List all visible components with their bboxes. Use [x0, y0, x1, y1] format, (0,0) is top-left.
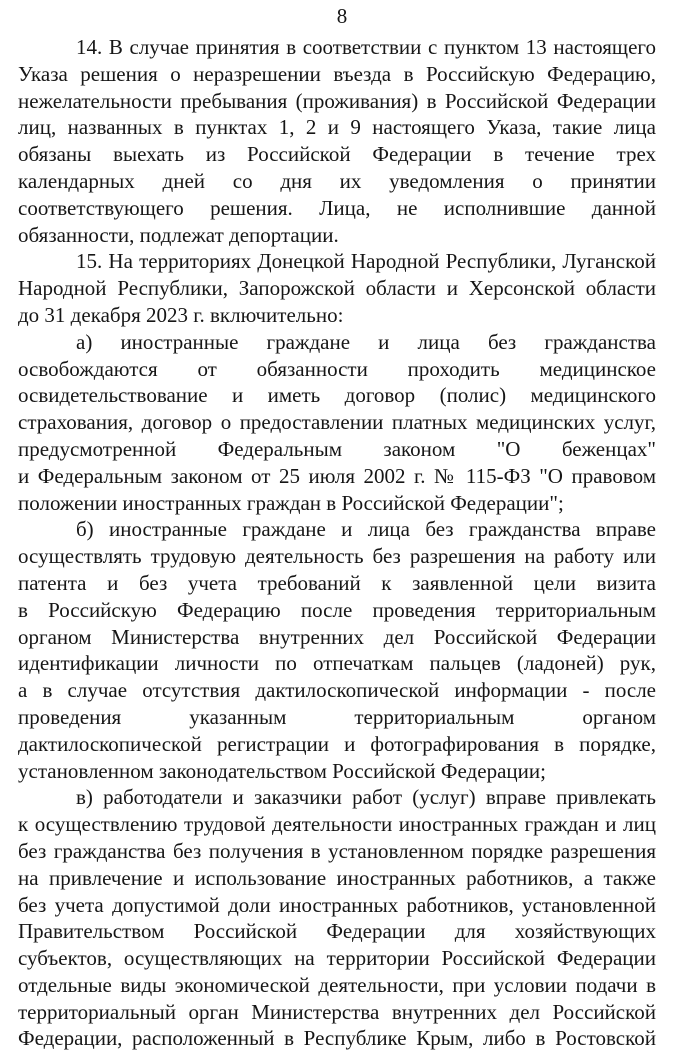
paragraph	[18, 329, 656, 517]
text-line: патента и без учета требований к заявленной цели визита	[18, 570, 656, 595]
text-line: на привлечение и использование иностранных работников, а также	[18, 865, 656, 890]
paragraph	[18, 248, 656, 328]
text-line: проведения указанным территориальным органом	[18, 704, 656, 729]
text-line: субъектов, осуществляющих на территории Российской Федерации	[18, 946, 656, 971]
text-line: страхования, договор о предоставлении платных медицинских услуг,	[18, 410, 656, 435]
text-line: Указа решения о неразрешении въезда в Российскую Федерацию,	[18, 61, 656, 86]
text-line: идентификации личности по отпечаткам пальцев (ладоней) рук,	[18, 651, 656, 676]
text-line: осуществлять трудовую деятельность без разрешения на работу или	[18, 544, 656, 569]
text-line: положении иностранных граждан в Российской Федерации";	[18, 490, 564, 515]
text-line: обязаны выехать из Российской Федерации в течение трех	[18, 142, 656, 167]
text-line: без гражданства без получения в установленном порядке разрешения	[18, 838, 656, 863]
paragraph	[18, 34, 656, 248]
text-line: дактилоскопической регистрации и фотографирования в порядке,	[18, 731, 656, 756]
paragraph	[18, 516, 656, 784]
text-line: и Федеральным законом от 25 июля 2002 г. № 115-ФЗ "О правовом	[18, 463, 656, 488]
text-line: к осуществлению трудовой деятельности иностранных граждан и лиц	[18, 812, 656, 837]
paragraph	[18, 784, 656, 1052]
text-line: органом Министерства внутренних дел Российской Федерации	[18, 624, 656, 649]
text-line: а) иностранные граждане и лица без гражданства	[76, 329, 656, 354]
text-line: Народной Республики, Запорожской области и Херсонской области	[18, 276, 656, 301]
text-line: обязанности, подлежат депортации.	[18, 222, 339, 247]
page-number: 8	[336, 4, 348, 28]
text-line: календарных дней со дня их уведомления о принятии	[18, 168, 656, 193]
text-line: Правительством Российской Федерации для хозяйствующих	[18, 919, 656, 944]
text-line: лиц, названных в пунктах 1, 2 и 9 настоящего Указа, такие лица	[18, 115, 656, 140]
text-line: б) иностранные граждане и лица без гражданства вправе	[76, 517, 656, 542]
text-line: установленном законодательством Российской Федерации;	[18, 758, 546, 783]
text-line: в) работодатели и заказчики работ (услуг) вправе привлекать	[76, 785, 656, 810]
text-line: до 31 декабря 2023 г. включительно:	[18, 302, 344, 327]
text-line: в Российскую Федерацию после проведения территориальным	[18, 597, 656, 622]
text-line: предусмотренной Федеральным законом "О беженцах"	[18, 436, 656, 461]
text-line: а в случае отсутствия дактилоскопической информации - после	[18, 678, 656, 703]
text-line: освидетельствование и иметь договор (полис) медицинского	[18, 383, 656, 408]
text-line: без учета допустимой доли иностранных работников, установленной	[18, 892, 656, 917]
text-line: территориальный орган Министерства внутренних дел Российской	[18, 999, 656, 1024]
text-line: соответствующего решения. Лица, не исполнившие данной	[18, 195, 656, 220]
text-line: Федерации, расположенный в Республике Крым, либо в Ростовской	[18, 1026, 656, 1051]
text-line: 15. На территориях Донецкой Народной Республики, Луганской	[76, 249, 656, 274]
text-line: отдельные виды экономической деятельности, при условии подачи в	[18, 972, 656, 997]
text-line: 14. В случае принятия в соответствии с пунктом 13 настоящего	[76, 35, 656, 59]
text-line: нежелательности пребывания (проживания) в Российской Федерации	[18, 88, 656, 113]
document-body	[18, 34, 656, 1052]
text-line: освобождаются от обязанности проходить медицинское	[18, 356, 656, 381]
